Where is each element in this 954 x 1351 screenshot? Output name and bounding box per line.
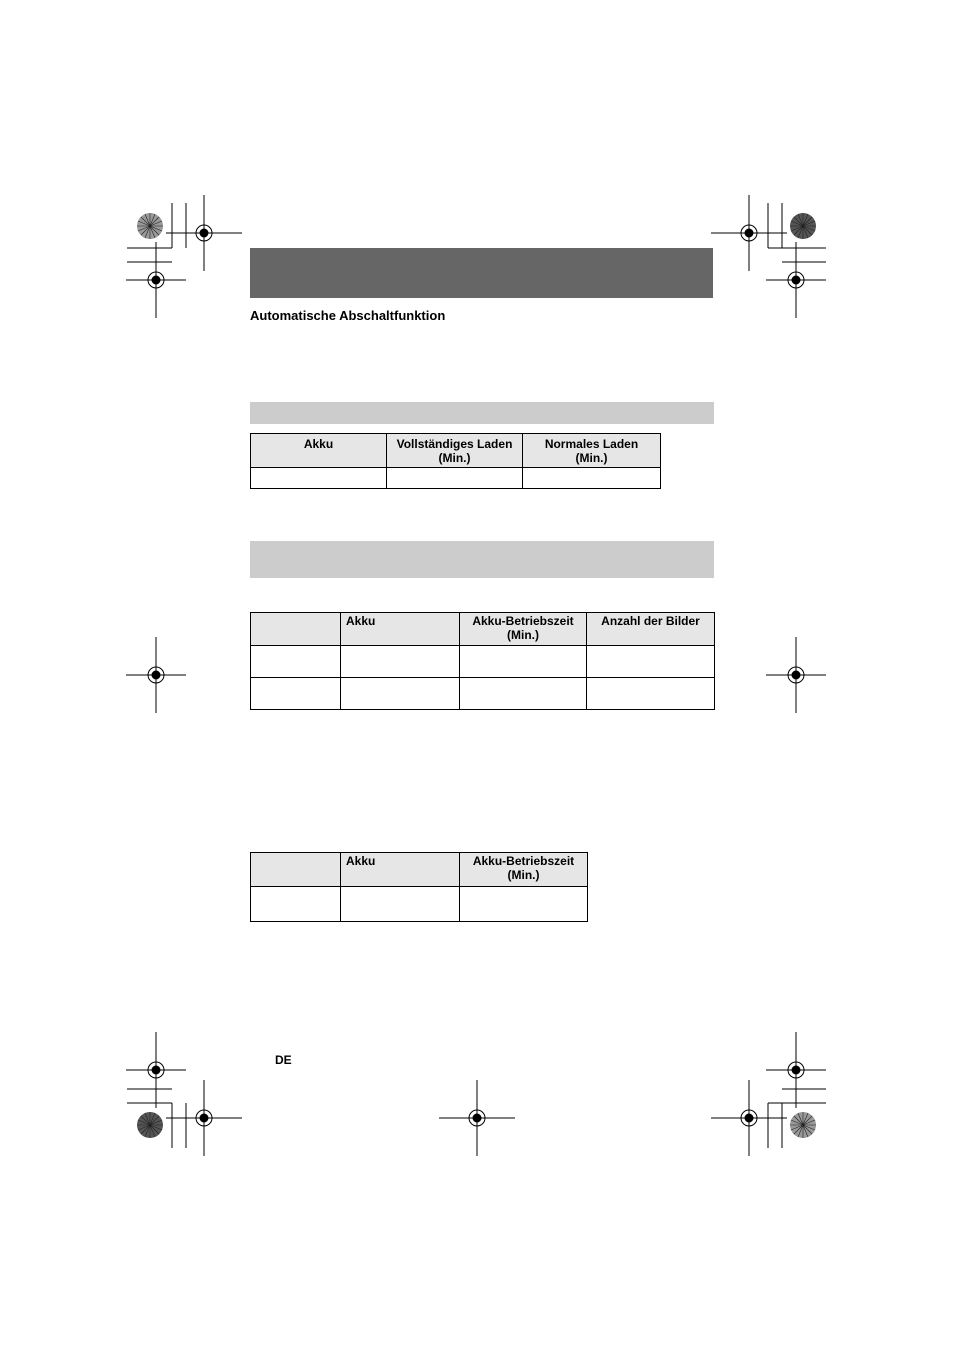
table2-cell (341, 646, 460, 678)
table2-cell (587, 646, 715, 678)
table3-cell (251, 887, 341, 922)
table3-header-akku: Akku (341, 853, 460, 887)
section-title: Automatische Abschaltfunktion (250, 308, 446, 323)
table2-cell (251, 646, 341, 678)
header-band (250, 248, 713, 298)
table2-cell (460, 646, 587, 678)
table1-header-normal-charge: Normales Laden (Min.) (523, 434, 661, 468)
battery-life-table (250, 612, 715, 710)
table1-header-akku: Akku (251, 434, 387, 468)
table-row (251, 468, 661, 489)
table1-cell (251, 468, 387, 489)
playback-time-table (250, 852, 588, 922)
table3-cell (460, 887, 588, 922)
table2-cell (587, 678, 715, 710)
table2-header-image-count: Anzahl der Bilder (587, 613, 715, 646)
table1-cell (387, 468, 523, 489)
charging-time-table (250, 433, 661, 489)
table-row (251, 887, 588, 922)
table2-cell (251, 678, 341, 710)
table1-cell (523, 468, 661, 489)
table2-header-akku: Akku (341, 613, 460, 646)
table2-cell (341, 678, 460, 710)
page-language-code: DE (275, 1053, 292, 1067)
table-row (251, 678, 715, 710)
table2-cell (460, 678, 587, 710)
table-row (251, 646, 715, 678)
section-bar-1 (250, 402, 714, 424)
table3-header-blank (251, 853, 341, 887)
table2-header-runtime: Akku-Betriebszeit (Min.) (460, 613, 587, 646)
table3-header-runtime: Akku-Betriebszeit (Min.) (460, 853, 588, 887)
table1-header-full-charge: Vollständiges Laden (Min.) (387, 434, 523, 468)
table3-cell (341, 887, 460, 922)
table2-header-blank (251, 613, 341, 646)
section-bar-2 (250, 541, 714, 578)
